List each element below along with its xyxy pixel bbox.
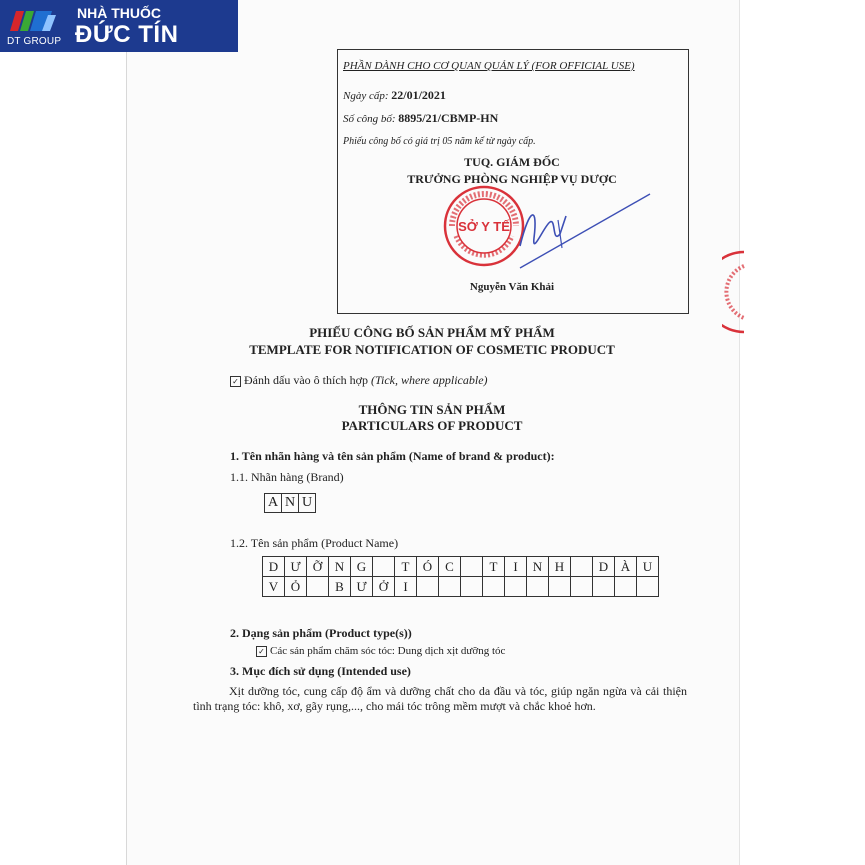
intended-use-text: Xịt dưỡng tóc, cung cấp độ ẩm và dưỡng chất cho da đầu và tóc, giúp ngăn ngừa và cải thiện tình trạng tóc: khô, xơ, gãy rụng,..., cho mái tóc trông mềm mượt và chắc khoẻ hơn. <box>193 684 687 713</box>
name-cell: N <box>527 557 549 577</box>
product-name-subheading: 1.2. Tên sản phẩm (Product Name) <box>230 536 399 550</box>
section-1-heading: 1. Tên nhãn hàng và tên sản phẩm (Name of brand & product): <box>230 449 555 463</box>
name-cell <box>549 577 571 597</box>
edge-stamp-icon <box>722 250 746 334</box>
group-label: DT GROUP <box>7 36 62 47</box>
product-type-text: Các sản phẩm chăm sóc tóc: Dung dịch xịt dưỡng tóc <box>270 645 506 657</box>
name-cell: V <box>263 577 285 597</box>
name-cell <box>307 577 329 597</box>
section-title-en: PARTICULARS OF PRODUCT <box>341 418 523 433</box>
name-cell <box>593 577 615 597</box>
dt-logo-icon <box>6 5 58 33</box>
checkbox-ticked-icon: ✓ <box>256 646 267 657</box>
brand-grid <box>264 493 316 513</box>
name-cell: Ó <box>417 557 439 577</box>
signer-title-2: TRƯỞNG PHÒNG NGHIỆP VỤ DƯỢC <box>407 172 617 186</box>
name-cell: Ư <box>285 557 307 577</box>
name-cell: C <box>439 557 461 577</box>
product-name-row-1 <box>263 557 659 577</box>
issue-date-value: 22/01/2021 <box>391 88 446 102</box>
name-cell: G <box>351 557 373 577</box>
name-cell <box>461 577 483 597</box>
name-cell <box>417 577 439 597</box>
signature-icon <box>500 186 660 276</box>
name-cell <box>505 577 527 597</box>
name-cell <box>571 557 593 577</box>
name-cell: À <box>615 557 637 577</box>
checkbox-ticked-icon: ✓ <box>230 376 241 387</box>
name-cell: I <box>505 557 527 577</box>
product-type-item <box>256 645 505 657</box>
name-cell: D <box>593 557 615 577</box>
form-title-en: TEMPLATE FOR NOTIFICATION OF COSMETIC PRODUCT <box>249 342 615 357</box>
name-cell: T <box>483 557 505 577</box>
section-title-vi: THÔNG TIN SẢN PHẨM <box>358 402 506 417</box>
svg-text:SỞ Y TẾ: SỞ Y TẾ <box>458 219 510 234</box>
product-name-grid <box>262 556 659 597</box>
banner-line2: ĐỨC TÍN <box>75 21 179 48</box>
product-name-row-2 <box>263 577 659 597</box>
form-title-vi: PHIẾU CÔNG BỐ SẢN PHẨM MỸ PHẨM <box>309 325 555 340</box>
name-cell: T <box>395 557 417 577</box>
brand-letter: U <box>299 494 316 513</box>
name-cell <box>439 577 461 597</box>
name-cell <box>527 577 549 597</box>
name-cell: D <box>263 557 285 577</box>
name-cell <box>483 577 505 597</box>
brand-letter: A <box>265 494 282 513</box>
name-cell <box>637 577 659 597</box>
signer-name: Nguyễn Văn Khải <box>469 281 555 293</box>
name-cell: U <box>637 557 659 577</box>
notification-number-value: 8895/21/CBMP-HN <box>398 111 499 125</box>
brand-letter: N <box>282 494 299 513</box>
official-heading: PHẦN DÀNH CHO CƠ QUAN QUẢN LÝ (FOR OFFICIAL USE) <box>343 60 635 72</box>
pharmacy-banner <box>0 0 238 52</box>
issue-date-line <box>343 88 446 103</box>
notification-number-label: Số công bố: <box>343 113 396 125</box>
name-cell <box>571 577 593 597</box>
tick-note <box>230 373 488 388</box>
section-3-heading: 3. Mục đích sử dụng (Intended use) <box>230 664 411 678</box>
name-cell: Ở <box>373 577 395 597</box>
name-cell: B <box>329 577 351 597</box>
name-cell: H <box>549 557 571 577</box>
issue-date-label: Ngày cấp: <box>343 90 389 102</box>
name-cell: Ỡ <box>307 557 329 577</box>
name-cell: I <box>395 577 417 597</box>
name-cell: Ư <box>351 577 373 597</box>
notification-number-line <box>343 111 498 126</box>
signer-title-1: TUQ. GIÁM ĐỐC <box>464 155 560 169</box>
name-cell <box>615 577 637 597</box>
tick-note-en: (Tick, where applicable) <box>370 373 488 387</box>
banner-line1: NHÀ THUỐC <box>77 5 161 21</box>
name-cell <box>461 557 483 577</box>
validity-note: Phiếu công bố có giá trị 05 năm kể từ ngày cấp. <box>343 136 536 147</box>
tick-note-vi: Đánh dấu vào ô thích hợp <box>244 373 368 387</box>
section-2-heading: 2. Dạng sản phẩm (Product type(s)) <box>230 626 412 640</box>
name-cell: Ỏ <box>285 577 307 597</box>
name-cell <box>373 557 395 577</box>
brand-subheading: 1.1. Nhãn hàng (Brand) <box>230 470 344 484</box>
name-cell: N <box>329 557 351 577</box>
